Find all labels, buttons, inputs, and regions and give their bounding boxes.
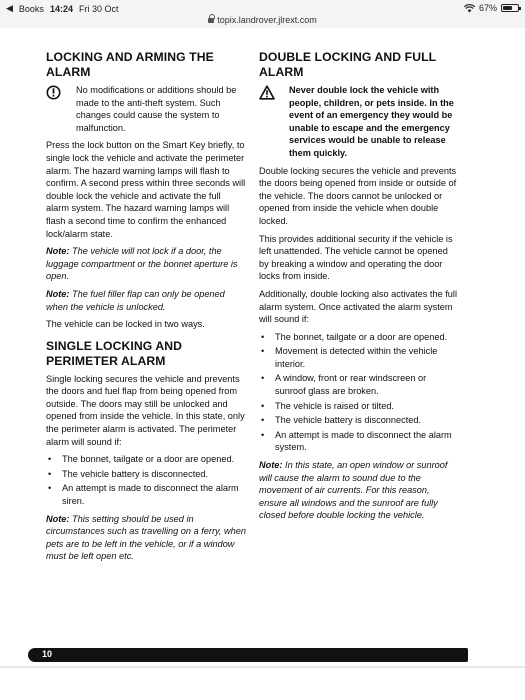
caution-icon bbox=[46, 85, 61, 100]
back-to-books-link[interactable]: Books bbox=[18, 3, 44, 14]
paragraph-full-alarm: Additionally, double locking also activates the full alarm system. Once activated the alarm system will sound if: bbox=[259, 288, 457, 325]
right-column bbox=[259, 50, 459, 527]
note-label: Note: bbox=[46, 288, 70, 299]
list-item: • Movement is detected within the vehicle interior. bbox=[259, 345, 459, 370]
full-alarm-list bbox=[259, 331, 459, 454]
bottom-divider bbox=[0, 666, 525, 668]
url-bar[interactable] bbox=[0, 15, 525, 25]
note-text: This setting should be used in circumstances such as travelling on a ferry, when pets are to be left in the vehicle, or if a window must be left open etc. bbox=[46, 513, 246, 562]
paragraph-double-locking: Double locking secures the vehicle and prevents the doors being opened from inside or outside of the vehicle. The doors cannot be unlocked or opened from inside the vehicle when double locked. bbox=[259, 165, 457, 226]
clock-date: Fri 30 Oct bbox=[78, 3, 119, 14]
warning-box bbox=[259, 84, 459, 160]
paragraph-lock-button: Press the lock button on the Smart Key briefly, to single lock the vehicle and activate the perimeter alarm. The hazard warning lamps will flash to confirm. A second press within three seconds will double lock the vehicle and activate the full alarm system. The hazard warning lamps will flash a second time to confirm the enhanced lock/alarm state. bbox=[46, 140, 246, 239]
list-item: • An attempt is made to disconnect the alarm siren. bbox=[46, 482, 246, 507]
status-bar-left bbox=[6, 3, 118, 14]
lock-icon bbox=[208, 18, 214, 23]
heading-locking-arming: LOCKING AND ARMING THE ALARM bbox=[46, 50, 214, 79]
list-item: • An attempt is made to disconnect the alarm system. bbox=[259, 429, 459, 454]
wifi-icon bbox=[464, 4, 475, 13]
note-text: The vehicle will not lock if a door, the luggage compartment or the bonnet aperture is open. bbox=[46, 246, 238, 282]
back-arrow-icon[interactable]: ◀ bbox=[6, 3, 13, 13]
list-item: • The bonnet, tailgate or a door are opened. bbox=[46, 453, 246, 466]
page-number: 10 bbox=[42, 649, 53, 659]
paragraph-two-ways: The vehicle can be locked in two ways. bbox=[46, 319, 205, 330]
note-ferry bbox=[46, 513, 246, 563]
paragraph-additional-security: This provides additional security if the vehicle is left unattended. The vehicle cannot be opened by breaking a window and operating the door locks from inside. bbox=[259, 233, 453, 282]
status-bar-right bbox=[464, 3, 519, 13]
status-bar bbox=[0, 0, 525, 28]
note-label: Note: bbox=[46, 246, 70, 257]
list-item: • A window, front or rear windscreen or sunroof glass are broken. bbox=[259, 372, 459, 397]
warning-triangle-icon bbox=[259, 85, 275, 100]
note-fuel-flap bbox=[46, 288, 246, 313]
perimeter-alarm-list bbox=[46, 453, 246, 507]
list-item: • The vehicle is raised or tilted. bbox=[259, 400, 459, 413]
battery-fill bbox=[503, 6, 512, 10]
left-column bbox=[46, 50, 246, 568]
heading-double-locking: DOUBLE LOCKING AND FULL ALARM bbox=[259, 50, 436, 79]
note-label: Note: bbox=[46, 513, 70, 524]
caution-text: No modifications or additions should be made to the anti-theft system. Such changes could cause the system to malfunction. bbox=[76, 85, 237, 133]
clock-time: 14:24 bbox=[49, 3, 73, 14]
battery-percent: 67% bbox=[478, 3, 497, 13]
heading-single-locking: SINGLE LOCKING AND PERIMETER ALARM bbox=[46, 338, 183, 368]
paragraph-single-locking: Single locking secures the vehicle and prevents the doors and fuel flap from being opened from outside. The doors may still be unlocked and opened from inside the vehicle. In this state, only the perimeter alarm is activated. The perimeter alarm will sound if: bbox=[46, 373, 245, 447]
list-item: • The bonnet, tailgate or a door are opened. bbox=[259, 331, 459, 344]
note-not-lock bbox=[46, 245, 246, 283]
caution-box bbox=[46, 84, 246, 134]
list-item: • The vehicle battery is disconnected. bbox=[46, 468, 246, 481]
battery-icon bbox=[501, 4, 519, 12]
note-label: Note: bbox=[259, 460, 283, 471]
note-text: The fuel filler flap can only be opened when the vehicle is unlocked. bbox=[46, 288, 225, 312]
manual-page bbox=[0, 28, 525, 700]
note-text: In this state, an open window or sunroof will cause the alarm to sound due to the movement of air currents. For this reason, ensure all windows and the sunroof are fully closed before double locking the vehicle. bbox=[259, 460, 448, 521]
url-text: topix.landrover.jlrext.com bbox=[217, 15, 317, 25]
note-open-window bbox=[259, 459, 459, 522]
list-item: • The vehicle battery is disconnected. bbox=[259, 414, 459, 427]
page-footer-bar bbox=[28, 648, 468, 662]
warning-text: Never double lock the vehicle with people, children, or pets inside. In the event of an emergency they would be unable to escape and the emergency services would be unable to release them quickly. bbox=[289, 85, 454, 158]
